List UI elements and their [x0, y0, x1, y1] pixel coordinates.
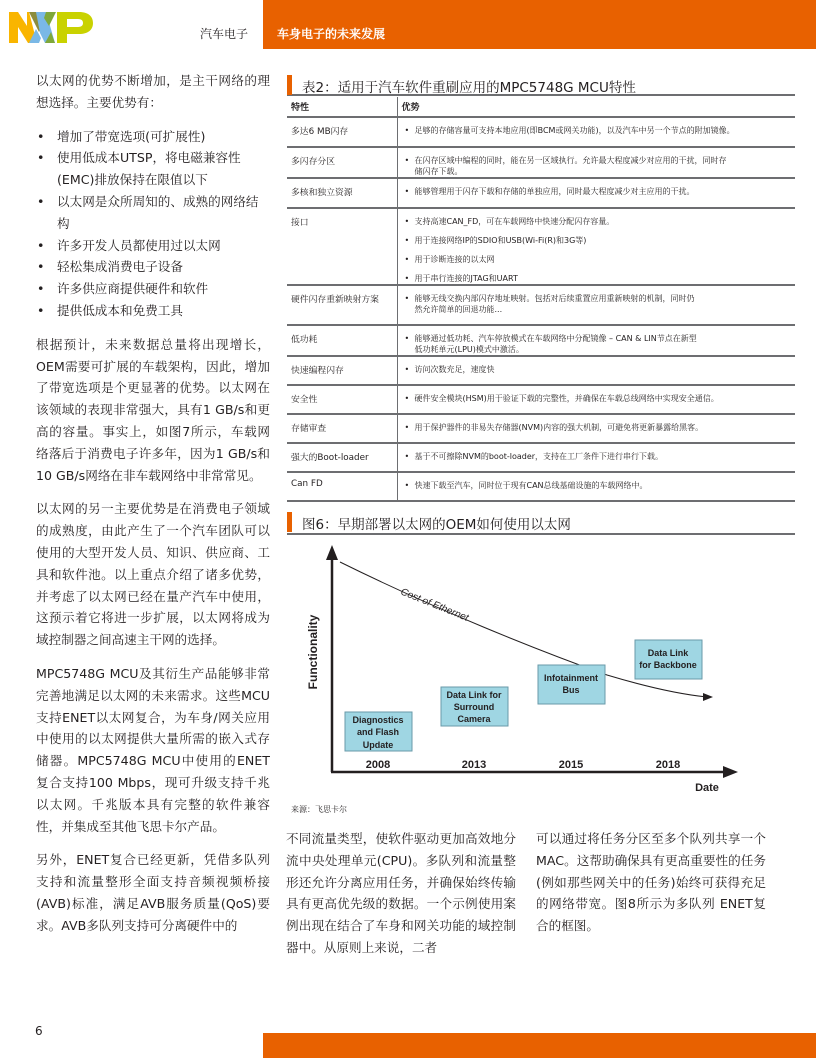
feature-cell: 存储审查: [287, 414, 397, 443]
table-row: [287, 385, 795, 414]
benefit-cell: [397, 147, 795, 178]
table-row: [287, 356, 795, 385]
milestone-2018: [635, 640, 702, 679]
benefit-item: • 用于连接网络IP的SDIO和USB(Wi-Fi(R)和3G等): [402, 235, 792, 246]
x-tick-label: 2015: [558, 759, 584, 771]
benefit-cell: [397, 443, 795, 472]
x-tick-label: 2013: [461, 759, 487, 771]
benefit-cell: [397, 117, 795, 147]
list-item: • 以太网是众所周知的、成熟的网络结构: [36, 191, 270, 235]
feature-cell: 接口: [287, 208, 397, 285]
ethernet-timeline-chart: [287, 540, 747, 800]
list-item: • 使用低成本UTSP，将电磁兼容性(EMC)排放保持在限值以下: [36, 147, 270, 191]
table-row: [287, 325, 795, 356]
intro-paragraph: 以太网的优势不断增加，是主干网络的理想选择。主要优势有：: [36, 73, 270, 110]
table-title: 表2：适用于汽车软件重刷应用的MPC5748G MCU特性: [302, 80, 636, 96]
svg-text:Camera: Camera: [457, 714, 491, 724]
feature-cell: Can FD: [287, 472, 397, 501]
benefit-item: • 基于不可擦除NVM的boot-loader，支持在工厂条件下进行串行下载。: [402, 451, 792, 462]
x-axis-arrow-icon: [723, 766, 738, 778]
svg-text:Bus: Bus: [562, 685, 580, 695]
feature-cell: 快速编程闪存: [287, 356, 397, 385]
table-row: [287, 117, 795, 147]
curve-label: Cost of Ethernet: [398, 586, 471, 624]
benefit-item: • 支持高速CAN_FD，可在车载网络中快速分配闪存容量。: [402, 216, 792, 227]
body-paragraph: 根据预计，未来数据总量将出现增长，OEM需要可扩展的车载架构，因此，增加了带宽选项是个更显著的优势。以太网在该领域的表现非常强大，具有1 GB/s和更高的容量。事实上，如图7所示，车载网络落后于消费电子许多年，因为1 GB/s和10 GB/s网络在非车载网络中非常常见。: [36, 336, 270, 483]
footer-bar: [263, 1033, 816, 1058]
svg-text:Update: Update: [362, 740, 394, 750]
benefit-item: • 能够管理用于闪存下载和存储的单独应用，同时最大程度减少对主应用的干扰。: [402, 186, 792, 197]
section-label: 汽车电子: [200, 27, 249, 41]
x-tick-label: 2018: [655, 759, 681, 771]
benefit-item: • 用于保护器件的非易失存储器(NVM)内容的强大机制，可避免将更新暴露给黑客。: [402, 422, 792, 433]
benefit-cell: [397, 385, 795, 414]
benefit-item: • 快速下载至汽车，同时位于现有CAN总线基础设施的车载网络中。: [402, 480, 792, 491]
body-paragraph: 另外，ENET复合已经更新，凭借多队列支持和流量整形全面支持音频视频桥接(AVB)标准，满足AVB服务质量(QoS)要求。AVB多队列支持可分离硬件中的: [36, 852, 270, 933]
list-item: • 提供低成本和免费工具: [36, 300, 270, 322]
y-axis-arrow-icon: [326, 545, 338, 560]
feature-cell: 多核和独立资源: [287, 178, 397, 208]
benefit-item: • 能够无线交换内部闪存地址映射。包括对后续重置应用重新映射的机制，同时仍然允许简单的回退功能...: [402, 293, 702, 315]
svg-text:Data Link for: Data Link for: [446, 690, 502, 700]
svg-text:Infotainment: Infotainment: [544, 673, 598, 683]
feature-cell: 强大的Boot-loader: [287, 443, 397, 472]
svg-text:Diagnostics: Diagnostics: [352, 715, 404, 725]
benefit-item: • 硬件安全模块(HSM)用于验证下载的完整性，并确保在车载总线网络中实现安全通信。: [402, 393, 792, 404]
list-item: • 增加了带宽选项(可扩展性): [36, 126, 270, 148]
y-axis-label: Functionality: [306, 614, 320, 690]
table-caption: [287, 73, 795, 96]
column-header-benefit: 优势: [397, 97, 795, 117]
feature-cell: 多闪存分区: [287, 147, 397, 178]
feature-cell: 低功耗: [287, 325, 397, 356]
benefit-item: • 能够通过低功耗、汽车停放模式在车载网络中分配镜像 – CAN & LIN节点在新型低功耗单元(LPU)模式中激活。: [402, 333, 702, 355]
milestone-2015: [538, 665, 605, 704]
table-row: [287, 472, 795, 501]
svg-text:Surround: Surround: [453, 702, 495, 712]
milestone-2008: [345, 712, 412, 751]
page-title: 车身电子的未来发展: [277, 27, 386, 41]
svg-text:Data Link: Data Link: [647, 648, 689, 658]
benefit-cell: [397, 178, 795, 208]
benefit-item: • 用于串行连接的JTAG和UART: [402, 273, 792, 284]
svg-text:and Flash: and Flash: [356, 727, 400, 737]
body-column-right: 可以通过将任务分区至多个队列共享一个MAC。这帮助确保具有更高重要性的任务(例如那些网关中的任务)始终可获得充足的网络带宽。图8所示为多队列 ENET复合的框图。: [536, 831, 766, 934]
table-row: [287, 443, 795, 472]
benefit-cell: [397, 208, 795, 285]
benefit-item: • 访问次数充足，速度快: [402, 364, 792, 375]
table-row: [287, 147, 795, 178]
benefit-cell: [397, 356, 795, 385]
benefit-cell: [397, 325, 795, 356]
milestone-2013: [441, 687, 508, 726]
list-item: • 轻松集成消费电子设备: [36, 256, 270, 278]
table-row: [287, 414, 795, 443]
benefit-item: • 足够的存储容量可支持本地应用(即BCM或网关功能)，以及汽车中另一个节点的附加镜像。: [402, 125, 792, 136]
page-number: 6: [35, 1024, 43, 1038]
body-column-middle: 不同流量类型，使软件驱动更加高效地分流中央处理单元(CPU)。多队列和流量整形还允许分离应用任务，并确保始终传输具有更高优先级的数据。一个示例使用案例出现在结合了车身和网关功能的域控制器中。从原则上来说，二者: [286, 831, 516, 955]
benefit-cell: [397, 472, 795, 501]
figure-caption: [287, 510, 795, 535]
benefit-cell: [397, 414, 795, 443]
column-header-feature: 特性: [287, 97, 397, 117]
table-row: [287, 208, 795, 285]
figure-title: 图6：早期部署以太网的OEM如何使用以太网: [302, 517, 571, 533]
body-paragraph: MPC5748G MCU及其衍生产品能够非常完善地满足以太网的未来需求。这些MCU支持ENET以太网复合，为车身/网关应用中使用的以太网提供大量所需的嵌入式存储器。MPC5748G MCU中使用的ENET复合支持100 Mbps，现可升级支持千兆以太网。千兆版本具有完整的软件兼容性，并集成至其他飞思卡尔产品。: [36, 665, 270, 834]
benefit-item: • 在闪存区域中编程的同时，能在另一区域执行。允许最大程度减少对应用的干扰，同时存储闪存下载。: [402, 155, 732, 177]
left-column: [36, 70, 270, 948]
table-row: [287, 178, 795, 208]
body-paragraph: 以太网的另一主要优势是在消费电子领域的成熟度，由此产生了一个汽车团队可以使用的大型开发人员、知识、供应商、工具和软件池。以上重点介绍了诸多优势，并考虑了以太网已经在量产汽车中使用，这预示着它将进一步扩展，以太网将成为域控制器之间高速主干网的选择。: [36, 501, 270, 648]
caption-accent: [287, 512, 292, 532]
header-bar: [263, 0, 816, 49]
caption-accent: [287, 75, 292, 95]
curve-arrow-icon: [703, 693, 713, 701]
feature-cell: 多达6 MB闪存: [287, 117, 397, 147]
table-header-row: [287, 97, 795, 117]
feature-cell: 安全性: [287, 385, 397, 414]
benefit-cell: [397, 285, 795, 325]
list-item: • 许多供应商提供硬件和软件: [36, 278, 270, 300]
table-row: [287, 285, 795, 325]
advantages-list: [36, 126, 270, 322]
feature-cell: 硬件闪存重新映射方案: [287, 285, 397, 325]
nxp-logo: [9, 12, 93, 43]
x-axis-label: Date: [695, 782, 719, 794]
x-tick-label: 2008: [365, 759, 391, 771]
svg-text:for Backbone: for Backbone: [639, 660, 697, 670]
figure-source: 来源：飞思卡尔: [291, 805, 347, 814]
features-table: [287, 97, 795, 502]
list-item: • 许多开发人员都使用过以太网: [36, 235, 270, 257]
benefit-item: • 用于诊断连接的以太网: [402, 254, 792, 265]
